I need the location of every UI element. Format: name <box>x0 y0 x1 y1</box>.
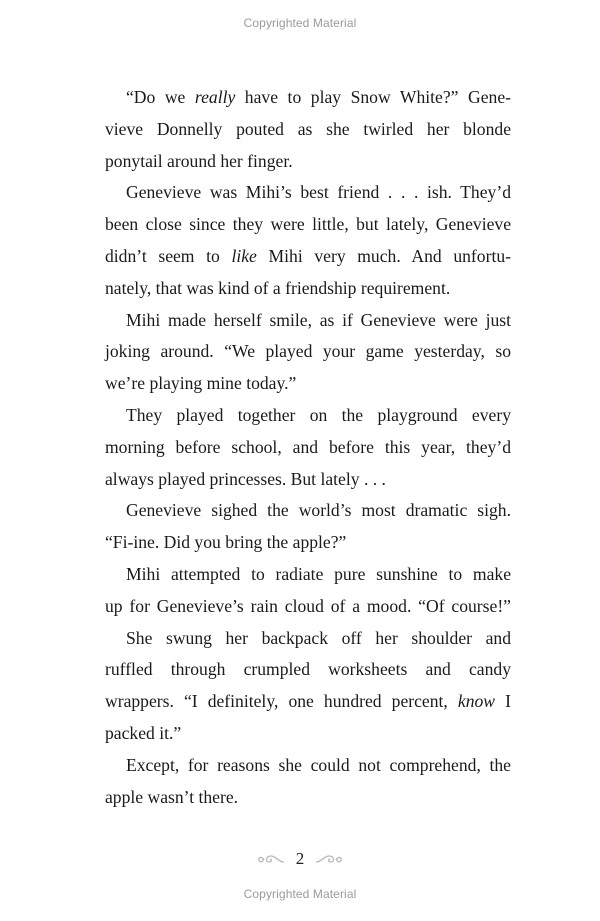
italic-text: like <box>231 245 257 266</box>
text-line <box>105 718 511 750</box>
text-line <box>105 209 511 241</box>
text-run: vieve Donnelly pouted as she twirled her blonde <box>105 118 511 139</box>
text-line <box>105 82 511 114</box>
text-run: didn’t seem to <box>105 245 232 266</box>
text-run: ponytail around her finger. <box>105 150 293 171</box>
body-text <box>105 82 511 813</box>
italic-text: know <box>457 691 496 712</box>
page-folio <box>0 849 600 869</box>
copyright-watermark-bottom: Copyrighted Material <box>243 887 357 901</box>
text-run: up for Genevieve’s rain cloud of a mood. “Of course!” <box>105 595 511 616</box>
text-line <box>105 559 511 591</box>
text-line <box>105 782 511 814</box>
text-run: Mihi made herself smile, as if Genevieve were just <box>126 309 511 330</box>
text-line <box>105 114 511 146</box>
text-line <box>105 464 511 496</box>
text-run: ruffled through crumpled worksheets and candy <box>105 659 511 680</box>
left-flourish-icon <box>256 851 286 867</box>
text-line <box>105 591 511 623</box>
text-run: Mihi attempted to radiate pure sunshine to make <box>126 563 511 584</box>
text-line <box>105 654 511 686</box>
text-run: Genevieve sighed the world’s most dramatic sigh. <box>126 500 511 521</box>
text-run: always played princesses. But lately . . . <box>105 468 386 489</box>
text-run: joking around. “We played your game yesterday, so <box>105 341 511 362</box>
text-line <box>105 336 511 368</box>
text-line <box>105 368 511 400</box>
text-run: packed it.” <box>105 722 182 743</box>
text-run: Genevieve was Mihi’s best friend . . . ish. They’d <box>126 182 511 203</box>
text-run: nately, that was kind of a friendship requirement. <box>105 277 451 298</box>
text-line <box>105 750 511 782</box>
text-run: They played together on the playground every <box>126 404 511 425</box>
copyright-watermark-top: Copyrighted Material <box>243 16 357 30</box>
text-run: have to play Snow White?” Gene- <box>235 87 511 107</box>
text-line <box>105 241 511 273</box>
text-line <box>105 495 511 527</box>
text-run: apple wasn’t there. <box>105 786 239 807</box>
text-line <box>105 400 511 432</box>
text-line <box>105 177 511 209</box>
italic-text: really <box>194 87 236 107</box>
text-run: She swung her backpack off her shoulder and <box>126 627 511 648</box>
text-run: wrappers. “I definitely, one hundred percent, <box>105 691 458 712</box>
text-run: morning before school, and before this year, they’d <box>105 436 511 457</box>
text-line <box>105 273 511 305</box>
text-line <box>105 527 511 559</box>
text-line <box>105 686 511 718</box>
text-run: we’re playing mine today.” <box>105 373 297 394</box>
text-line <box>105 432 511 464</box>
right-flourish-icon <box>314 851 344 867</box>
text-line <box>105 623 511 655</box>
text-run: been close since they were little, but lately, Genevieve <box>105 214 511 235</box>
text-line <box>105 305 511 337</box>
text-run: “Do we <box>126 87 195 107</box>
text-run: Except, for reasons she could not comprehend, the <box>126 754 511 775</box>
text-line <box>105 146 511 178</box>
page-number: 2 <box>295 849 305 868</box>
text-run: I <box>495 691 511 712</box>
text-run: “Fi-ine. Did you bring the apple?” <box>105 532 347 553</box>
text-run: Mihi very much. And unfortu- <box>256 245 511 266</box>
